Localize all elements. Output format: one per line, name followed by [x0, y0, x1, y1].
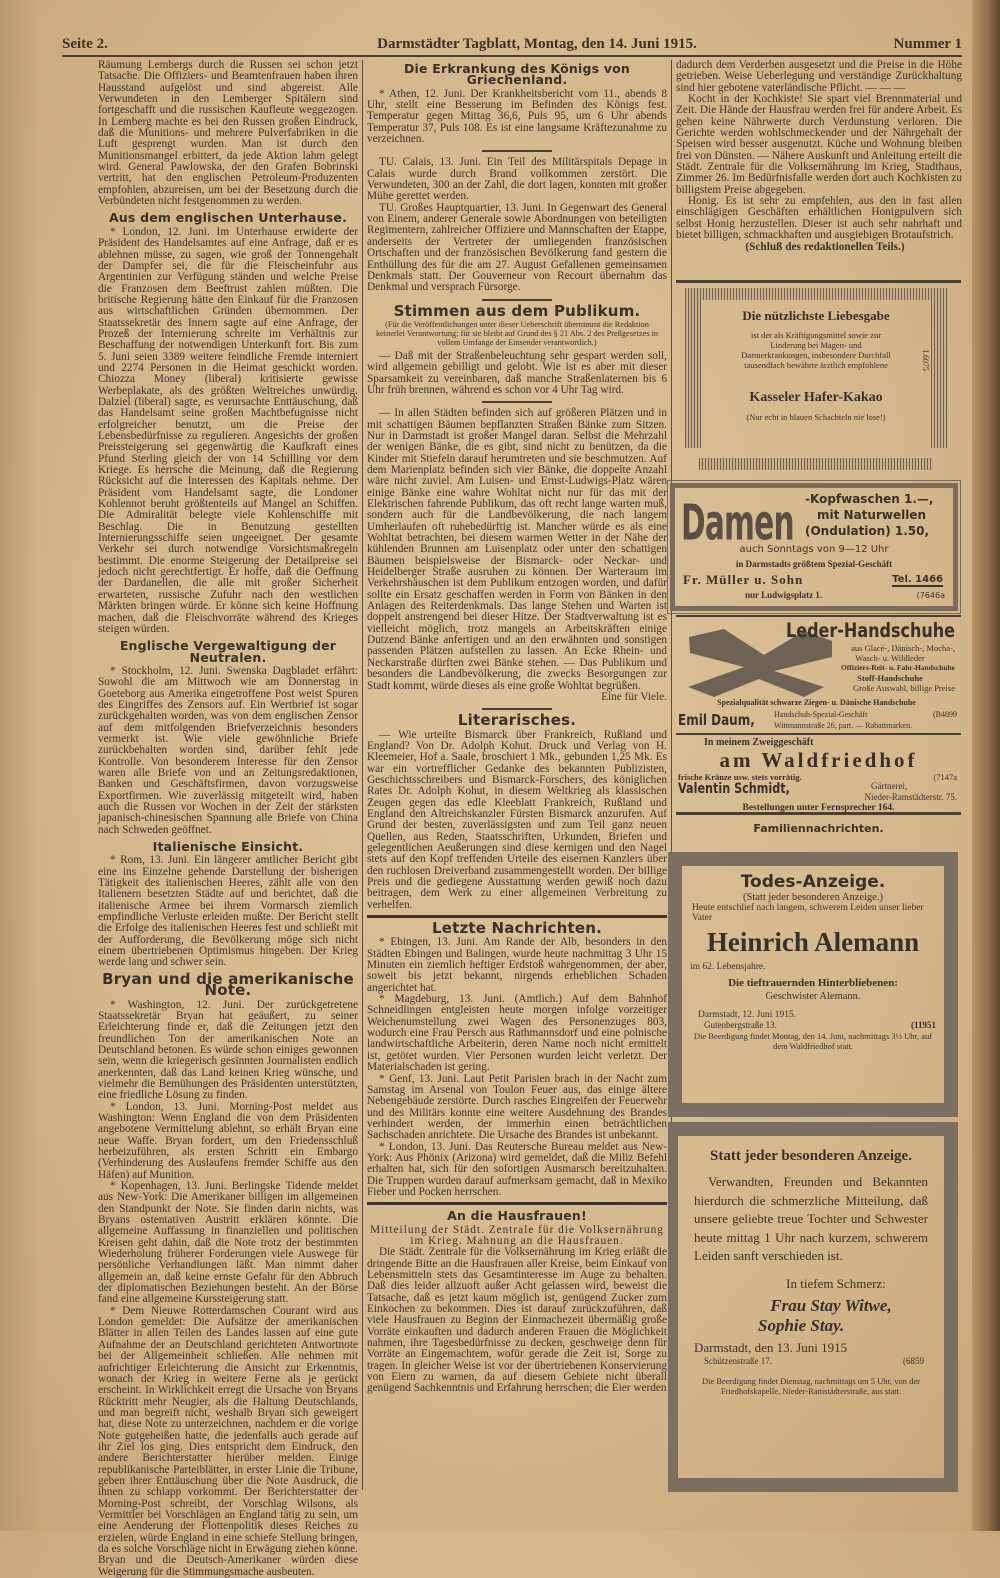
section-heading: Familiennachrichten. — [753, 822, 884, 835]
separator — [676, 280, 961, 283]
article-text: dadurch dem Verderben ausgesetzt und die Preise in die Höhe getrieben. Weise Ueberlegung und verständige Zurückhaltung sind hier gebotene vaterländische Pflicht. — — — — [676, 59, 962, 94]
article-text: * Dem Nieuwe Rotterdamschen Courant wird aus London gemeldet: Die Aufsätze der amerikanischen Blätter in allen Teilen des Landes lassen auf eine gute Aufnahme der an Deutschland gerichteten Antwortnote bei der Allgemeinheit schließen. Alle nehmen mit aufrichtiger Erleichterung die Ansicht zur Erkenntnis, wonach der Krieg in weitere Ferne als je gerückt erscheint. In Wirklichkeit erregt die Ursache von Bryans Rücktritt mehr Neugier, als die Haltung Deutschlands, und man begreift nicht, weshalb Bryan sich geweigert hat, diese Note zu unterzeichnen, nachdem er die vorige Note gutgeheißen hatte, die jedenfalls auch gerade auf ihr Ziel los ging. Dies entspricht dem Eindruck, den andere Berichterstatter hierüber melden. Einige republikanische Parteiblätter, in erster Linie die Tribune, geben ihrer Enttäuschung über die Note Ausdruck, die ihnen zu schlapp vorkommt. Der Berichterstatter der Morning-Post schreibt, der Vorschlag Wilsons, als Vermittler bei Vorschlägen an England tätig zu sein, um eine Aenderung der Flottenpolitik dieses Reiches zu erzielen, würde England in eine schiefe Stellung bringen, da es solche Vorschläge nicht in Erwägung ziehen könne. Bryan und die Deutsch-Amerikaner würden diese Weigerung für die Stimmungsmache ausbeuten. — [98, 1304, 358, 1578]
ad-product: Kasseler Hafer-Kakao — [749, 390, 883, 405]
end-of-editorial: (Schluß des redaktionellen Teils.) — [745, 240, 905, 253]
article-text: * London, 13. Juni. Morning-Post meldet aus Washington: Wenn England die von dem Präsidenten angebotene Vermittelung ablehnt, so erhält Bryan eine neue Waffe. Bryan fordert, um den Friedensschluß herbeizuführen, als ersten Schritt ein Embargo (Verhinderung des Auslaufens fremder Schiffe aus den Häfen) auf Munition. — [98, 1100, 358, 1181]
signature: Eine für Viele. — [601, 690, 667, 703]
article-heading: Italienische Einsicht. — [152, 839, 304, 855]
right-column — [676, 60, 962, 300]
separator — [482, 299, 552, 301]
article-text: Honig. Es ist sehr zu empfehlen, aus den in fast allen einschlägigen Geschäften erhältlichen Honigpulvern sich selbst Honig herzustellen. Dieser ist auch sehr nahrhaft und bietet billigen, schmackhaften und ausgiebigen Brotaufstrich. — [676, 195, 962, 242]
ad-firm: Valentin Schmidt, — [678, 781, 790, 797]
article-text: — In allen Städten befinden sich auf größeren Plätzen und in mit schattigen Bäumen bepflanzten Straßen Bänke zum Sitzen. Nur in Darmstadt ist großer Mangel daran. Selbst die Mehrzahl der wenigen Bänke, die es gibt, sind nicht zu benützen, da die Kinder mit Stiefeln darauf herumtreten und sie beschmutzen. Auf dem Marienplatz befinden sich vier Bänke, die doppelte Anzahl wäre nicht zuviel. Am Luisen- und Ernst-Ludwigs-Platz wären einige Bänke eine wahre Wohltat nicht nur für das mit der Elektrischen fahrende Publikum, das oft recht lange warten muß, sondern auch für die Landbevölkerung, die nach langem Umherlaufen oft ruhebedürftig ist. Mancher würde es als eine Wohltat betrachten, bei diesem warmen Wetter in der Nähe der kühlenden Brunnen am Luisenplatz oder unter den schattigen Bäumen beispielsweise der Bismarck- oder Neckar- und Heidelberger Straße ausruhen zu können. Der Warteraum im Verkehrshäuschen ist dem Publikum entzogen worden, und dafür sollte ein Ersatz geschaffen werden in Form von Bänken in den Anlagen des Reiterdenkmals. Das lange Stehen und Warten ist doppelt anstrengend bei dieser Hitze. Der Stadtverwaltung ist es vielleicht möglich, trotz mangels an Arbeitskräften einige Dutzend Bänke anfertigen und an den erwähnten und sonstigen passenden Plätzen aufstellen zu lassen. An Ecke Rhein- und Neckarstraße dürften zwei Bänke stehen. — Das Publikum und besonders die Landbevölkerung, die zwecks Besorgungen zur Stadt kommt, würde dieses als eine große Wohltat begrüßen. — [367, 407, 667, 692]
obituary-text: In tiefem Schmerz: — [786, 1275, 886, 1291]
article-heading: Die Erkrankung des Königs von Griechenland. — [403, 61, 631, 88]
obituary-title: Todes-Anzeige. — [740, 872, 886, 892]
ad-address: nur Ludwigsplatz 1. — [745, 590, 823, 600]
ad-text: Wittmannstraße 26, part. — Rabattmarken. — [774, 721, 913, 730]
ad-code: (B4899 — [933, 710, 957, 719]
ad-text: (Ondulation) 1.50, — [805, 524, 930, 538]
obituary-text: Die Beerdigung findet Montag, den 14. Juni, nachmittags 3½ Uhr, auf dem Waldfriedhof statt. — [693, 1031, 933, 1051]
ad-damen — [670, 483, 958, 611]
article-text: — Daß mit der Straßenbeleuchtung sehr gespart werden soll, wird allgemein gebilligt und gelobt. Wie ist es aber mit dieser Sparsamkeit zu vereinbaren, daß manche Straßenlaternen bis 6 Uhr früh brennen, während es schon vor 4 Uhr Tag wird. — [367, 349, 667, 396]
ad-text: aus Glacé-, Dänisch-, Mocha-, — [851, 643, 955, 653]
separator — [367, 915, 667, 918]
page-number: Seite 2. — [62, 36, 108, 52]
article-text: — Wie urteilte Bismarck über Frankreich, Rußland und England? Von Dr. Adolph Kohut. Druck und Verlag von H. Kleemeier, Hof a. Saale, broschiert 1 Mk., gebunden 1,25 Mk. Es war ein vortrefflicher Gedanke des bekannten Publizisten, Geschichtsschreibers und Bismarck-Forschers, des königlichen Rates Dr. Adolph Kohut, in diesem Weltkrieg als klassischen Zeugen gegen das edle Kleeblatt Frankreich, Rußland und England den Altreichskanzler Fürsten Bismarck anzurufen. Auf Grund der besten, zuverlässigsten und zum Teil ganz neuen Quellen, aus Reden, Staatsschriften, Urkunden, Briefen und gelegentlichen Aeußerungen sind diese kernigen und den Nagel stets auf den Kopf treffenden Urteile des eisernen Kanzlers über den ruchlosen Dreiverband zusammengestellt worden. Der billige Preis und die gediegene Ausstattung werden gewiß noch dazu beitragen, dem Werk zu einer allgemeinen Verbreitung zu verhelfen. — [367, 728, 667, 911]
obituary-text: Die tieftrauernden Hinterbliebenen: — [728, 977, 898, 989]
obituary-date: Darmstadt, 12. Juni 1915. — [698, 1010, 797, 1020]
ad-note: (Nur echt in blauen Schachteln nie lose!) — [746, 412, 886, 422]
obituary-subtitle: (Statt jeder besonderen Anzeige.) — [743, 892, 883, 903]
ad-firm: Fr. Müller u. Sohn — [683, 572, 804, 587]
ad-text: in Darmstadts größtem Spezial-Geschäft — [735, 559, 893, 569]
article-text: * London, 13. Juni. Das Reutersche Bureau meldet aus New-York: Aus Phönix (Arizona) wird gemeldet, daß die Miliz Befehl erhalten hat, sich für den sofortigen Ausmarsch bereitzuhalten. Die Truppen wurden darauf aufmerksam gemacht, daß in Mexiko Fieber und Pocken herrschen. — [367, 1140, 667, 1198]
article-heading: Letzte Nachrichten. — [431, 919, 603, 938]
obituary-stay — [668, 1122, 958, 1492]
obituary-address: Gutenbergstraße 13. — [704, 1020, 777, 1030]
left-column — [98, 59, 358, 1578]
ad-text: ist der als Kräftigungsmittel sowie zur Linderung bei Magen- und Darmerkrankungen, insbesondere Durchfall tausendfach bewährte ärztlich empfohlene — [741, 330, 891, 370]
ad-text: Gärtnerei, — [871, 781, 908, 791]
obituary-text: Verwandten, Freunden und Bekannten hierdurch die schmerzliche Mitteilung, daß unsere geliebte treue Tochter und Schwester heute mittag 1 Uhr nach kurzem, schwerem Leiden sanft verschieden ist. — [694, 1174, 928, 1263]
ad-firm: Emil Daum, — [678, 711, 755, 729]
binding-edge — [972, 0, 1000, 1531]
header-rule — [62, 55, 962, 57]
article-text: * Ebingen, 13. Juni. Am Rande der Alb, besonders in den Städten Ebingen und Balingen, wurde heute nachmittag 3 Uhr 15 Minuten ein ziemlich heftiger Erdstoß wahrgenommen, der aber, soweit bis jetzt bekannt, nirgends erheblichen Schaden angerichtet hat. — [367, 936, 667, 994]
ad-text: auch Sonntags von 9—12 Uhr — [739, 544, 889, 555]
obituary-text: im 62. Lebensjahre. — [690, 962, 766, 972]
article-heading: An die Hausfrauen! — [447, 1208, 587, 1224]
ad-title: am Waldfriedhof — [719, 748, 918, 772]
article-text: TU. Calais, 13. Juni. Ein Teil des Militärspitals Depage in Calais wurde durch Brand vollkommen zerstört. Die Verwundeten, 300 an der Zahl, die dort lagen, konnten mit großer Mühe gerettet werden. — [367, 156, 667, 203]
deceased-name: Heinrich Alemann — [706, 927, 920, 957]
ad-text: Bestellungen unter Fernsprecher 164. — [742, 803, 895, 813]
ad-phone: Tel. 1466 — [892, 574, 943, 585]
middle-column — [367, 60, 667, 1490]
ad-text: frische Kränze usw. stets vorrätig. — [678, 772, 802, 782]
ad-waldfriedhof — [676, 733, 961, 815]
article-text: Räumung Lembergs durch die Russen sei schon jetzt Tatsache. Die Offiziers- und Beamtenfrauen haben ihren Hausstand aufgelöst und sind abgereist. Alle Verwundeten in den Lemberger Spitälern sind fortgeschafft und die russischen Kaufleute weggezogen. In Lemberg machte es bei den Russen großen Eindruck, daß die Munitions- und mehrere Pulverfabriken in die Luft gesprengt wurden. Man ist durch den Munitionsmangel erbittert, da jede Aktion lahm gelegt wird. General Pawlowska, der den Grafen Bobrinski vertritt, hat den englischen Petroleum-Produzenten empfohlen, abzureisen, um bei der Besetzung durch die Verbündeten nicht festgenommen zu werden. — [98, 59, 358, 208]
article-text: * Washington, 12. Juni. Der zurückgetretene Staatssekretär Bryan hat geäußert, zu seiner Erleichterung finde er, daß die Zeitungen jetzt den freundlichen Ton der amerikanischen Note an Deutschland betonen. Es würde schon einiges gewonnen sein, wenn die kriegerisch gesinnten Journalisten endlich anerkennten, daß das Land keinen Krieg wünsche, und vielmehr die Bemühungen des Präsidenten unterstützten, eine friedliche Lösung zu finden. — [98, 998, 358, 1102]
ad-text: -Kopfwaschen 1.—, — [805, 492, 934, 506]
separator — [482, 150, 552, 152]
article-text: * Athen, 12. Juni. Der Krankheitsbericht vom 11., abends 8 Uhr, stellt eine Besserung im Befinden des Königs fest. Temperatur gegen Mittag 36,6, Puls 95, um 6 Uhr abends Temperatur 37, Puls 108. Es ist eine langsame Kräftezunahme zu verzeichnen. — [367, 87, 667, 146]
ad-text: Nieder-Ramstädterstr. 75. — [864, 792, 957, 802]
ad-code: (7147a — [933, 772, 957, 782]
article-text: * Kopenhagen, 13. Juni. Berlingske Tidende meldet aus New-York: Die Amerikaner billigen im allgemeinen den Standpunkt der Note. Sie finden darin nichts, was Bryans ostentativen Austritt erklären könnte. Die allgemeine Auffassung in finanziellen und politischen Kreisen geht dahin, daß die Note trotz der bestimmten Wiederholung früherer Forderungen viele Auswege für persönliche Verhandlungen läßt. Man nimmt daher allgemein an, daß keine ernste Gefahr für den Abbruch der diplomatischen Beziehungen besteht. An der Börse fand eine allgemeine Kurssteigerung statt. — [98, 1180, 358, 1306]
ad-text: Handschuh-Spezial-Geschäft — [774, 710, 868, 719]
obituary-address: Schützenstraße 17. — [704, 1355, 772, 1366]
separator — [482, 401, 552, 403]
ad-code: L6075 — [921, 350, 930, 371]
obituary-text: Geschwister Alemann. — [765, 991, 861, 1002]
obituary-alemann — [668, 852, 958, 1117]
ad-leder-handschuhe — [676, 615, 961, 735]
ad-code: (7646a — [916, 591, 945, 600]
ad-text: Wasch- u. Wildleder — [855, 653, 925, 663]
article-heading: Englische Vergewaltigung der Neutralen. — [119, 638, 337, 665]
editorial-note: (Für die Veröffentlichungen unter dieser Ueberschrift übernimmt die Redaktion keinerlei Verantwortung; für sie bleibt auf Grund des § 21 Abs. 2 des Preßgesetzes in vollem Umfange der Einsender verantwortlich.) — [375, 319, 659, 347]
ad-title: Die nützlichste Liebesgabe — [742, 308, 890, 323]
obituary-title: Statt jeder besonderen Anzeige. — [710, 1148, 912, 1164]
masthead: Darmstädter Tagblatt, Montag, den 14. Juni 1915. — [377, 36, 697, 52]
article-text: * Rom, 13. Juni. Ein längerer amtlicher Bericht gibt eine ins Einzelne gehende Darstellung der bisherigen Tätigkeit des italienischen Heeres, zählt alle von den Italienern besetzten Städte auf und berichtet, daß die italienische Armee bei ihrem Vormarsch ziemlich empfindliche Verluste erleiden mußte. Der Bericht stellt die Erfolge des italienischen Heeres fest und schließt mit der Aufforderung, die Bevölkerung möge sich nicht einem übertriebenen Optimismus hingeben. Der Krieg werde lang und schwer sein. — [98, 854, 358, 969]
ad-text: Stoff-Handschuhe — [857, 673, 923, 683]
issue-number: Nummer 1 — [893, 36, 962, 52]
article-text: * Magdeburg, 13. Juni. (Amtlich.) Auf dem Bahnhof Schneidlingen entgleisten heute morgen infolge vorzeitiger Weichenumstellung zwei Wagen des Personenzuges 803, wodurch eine Frau Persch aus Rathmannsdorf und eine polnische landwirtschaftliche Arbeiterin, deren Name noch nicht ermittelt ist, getötet wurden. Vier Personen wurden leicht verletzt. Der Materialschaden ist gering. — [367, 993, 667, 1074]
article-text: * London, 12. Juni. Im Unterhause erwiderte der Präsident des Handelsamtes auf eine Anfrage, daß er es ablehnen müsse, zu sagen, wie groß der Tonnengehalt der Dampfer sei, die für die Fleischeinfuhr aus Argentinien zur Verfügung ständen und welche Preise die Franzosen dem Beeftrust zahlen müßten. Die britische Regierung hätte den Einkauf für die Franzosen aus wirtschaftlichen Gründen übernommen. Der Staatssekretär des Innern sagte auf eine Anfrage, der Prozeß der Internierung schreite im Verhältnis zur Beschaffung der notwendigen Unterkunft fort. Bis zum 5. Juni seien 3389 weitere feindliche Fremde interniert und 2274 Personen in die Heimat geschickt worden. Chiozza Money (liberal) kritisierte gewisse Werbeplakate, als des größten Weltreiches unwürdig. Dalziel (liberal) sagte, es verursachte Enttäuschung, daß das Handelsamt seine großen Machtbefugnisse nicht erfolgreicher benutzt, um die Preise der Lebensbedürfnisse zu regulieren. Angesichts der großen Preissteigerung sei gegenwärtig die Kaufkraft eines Pfund Sterling gleich der von 14 Schilling vor dem Kriege. Es herrsche die Meinung, daß die Regierung Rücksicht auf die Interessen des Kapitals nehme. Der Präsident vom Handelsamt sagte, die Londoner Kohlennot beruht größtenteils auf Mangel an Schiffen. Die Admiralität belegte viele Kohlenschiffe mit Beschlag. Die in Benutzung gestellten Internierungsschiffe seien ungeeignet. Der gesamte Verkehr sei durch notwendige Vorsichtsmaßregeln bestimmt. Die enorme Steigerung der Detailpreise sei jedoch nicht gerechtfertigt. Er hoffe, daß die Oeffnung der Dardanellen, die alle mit großer Sicherheit erwarteten, russische Zufuhr nach den westlichen Märkten bringen würde. Er könne sich keine Hoffnung machen, daß die Fleischvorräte während des Krieges steigen würden. — [98, 225, 358, 635]
ad-text: Offiziers-Reit- u. Fahr-Handschuhe — [840, 663, 955, 672]
article-text: * Genf, 13. Juni. Laut Petit Parisien brach in der Nacht zum Samstag im Arsenal von Toulon Feuer aus, das einige ältere Nebengebäude zerstörte. Durch rasches Eingreifen der Feuerwehr und des Militärs konnte eine weitere Ausdehnung des Brandes verhindert werden, der immerhin einen beträchtlichen Sachschaden anrichtete. Die Ursache des Brandes ist unbekannt. — [367, 1072, 667, 1142]
mourner-name: Sophie Stay. — [758, 1315, 845, 1335]
ad-text: In meinem Zweiggeschäft — [704, 737, 814, 748]
article-heading: Aus dem englischen Unterhause. — [108, 210, 348, 226]
ad-title: Leder-Handschuhe — [786, 619, 955, 642]
page-header — [62, 36, 962, 56]
ad-big-word: Damen — [681, 494, 794, 552]
ad-text: Große Auswahl, billige Preise — [853, 683, 955, 693]
ad-hafer-kakao — [685, 288, 947, 470]
article-heading: Stimmen aus dem Publikum. — [393, 301, 641, 320]
article-heading: Bryan und die amerikanische Note. — [102, 969, 354, 1000]
article-text: Kocht in der Kochkiste! Sie spart viel Brennmaterial und Zeit. Die Hände der Hausfrau werden frei für andere Arbeit. Es gehen keine Nährwerte durch Verdunstung verloren. Die Gerichte werden wohlschmeckender und der Nährgehalt der Speisen wird besser ausgenutzt. Küche und Wohnung bleiben frei von Dünsten. — Nähere Auskunft und Anleitung erteilt die Städt. Zentrale für die Volksernährung im Krieg, Stadthaus, Zimmer 26. Im Bedürfnisfalle werden dort auch Kochkisten zu billigstem Preise abgegeben. — [676, 93, 962, 196]
article-text: Die Städt. Zentrale für die Volksernährung im Krieg erläßt die dringende Bitte an die Hausfrauen aller Kreise, beim Einkauf von Lebensmitteln stets das Gesamtinteresse im Auge zu behalten. Daß dies leider allzuoft außer Acht gelassen wird, beweist die Tatsache, daß es jetzt kaum möglich ist, genügend Zucker zum Einkochen zu bekommen. Dies ist darauf zurückzuführen, daß viele Hausfrauen zu Beginn der Einmachezeit übermäßig große Vorräte einkauften und dadurch anderen Frauen die Möglichkeit nahmen, ihre Tagesbedürfnisse zu decken, geschweige denn für Vorräte an Eingemachtem, wofür gerade die Zeit ist, Sorge zu tragen. In gleicher Weise ist vor der übertriebenen Konservierung von Eiern zu warnen, da auf diesem Gebiete nicht überall genügend Sachkenntnis und Erfahrung herrschen; die Eier werden — [367, 1246, 667, 1395]
mourner-name: Frau Stay Witwe, — [770, 1295, 892, 1315]
column-divider — [362, 60, 363, 1490]
obituary-date: Darmstadt, den 13. Juni 1915 — [694, 1339, 848, 1355]
obituary-text: Die Beerdigung findet Dienstag, nachmittags um 5 Uhr, von der Friedhofskapelle, Nieder-Ramstädterstraße, aus statt. — [701, 1375, 920, 1396]
page-shadow — [0, 0, 40, 1531]
ad-code: (6859 — [903, 1355, 924, 1366]
ad-code: (11951 — [910, 1020, 936, 1030]
article-subheading: Mitteilung der Städt. Zentrale für die Volksernährung im Krieg. Mahnung an die Hausfrauen. — [370, 1223, 664, 1247]
obituary-text: Heute entschlief nach langem, schwerem Leiden unser lieber Vater — [692, 903, 924, 923]
article-heading: Literarisches. — [457, 711, 577, 730]
article-text: TU. Großes Hauptquartier, 13. Juni. In Gegenwart des General von Einem, anderer Generale sowie Abordnungen von beteiligten Regimentern, zahlreicher Offiziere und Mannschaften der Etappe, anderseits der Vertreter der umliegenden französischen Ortschaften und der französischen Bevölkerung fand gestern die Enthüllung des für die am 27. August Gefallenen gemeinsamen Denkmals statt. Der Gouverneur von Recourt übernahm das Denkmal und versprach Fürsorge. — [367, 201, 667, 294]
separator — [482, 708, 552, 710]
ad-text: Spezialqualität schwarze Ziegen- u. Dänische Handschuhe — [717, 698, 916, 707]
separator — [367, 1202, 667, 1205]
ad-text: mit Naturwellen — [817, 508, 927, 522]
article-text: * Stockholm, 12. Juni. Swenska Dagbladet erfährt: Sowohl die am Mittwoch wie am Donnerstag in Goeteborg aus Amerika eingetroffene Post weist Spuren des Eingriffes des Zensors auf. Ein Wertbrief ist sogar zurückgehalten worden, was von dem englischen Zensor auf dem mitfolgenden Briefverzeichnis besonders vermerkt ist. Wie viele gewöhnliche Briefe zurückbehalten worden sind, darüber fehlt jede Kontrolle. Von besonderem Interesse für den Zensor waren alle Briefe von und an Zeitungsredaktionen, Banken und Geschäftsfirmen, davon vorzugsweise Exportfirmen. Wie zuverlässig mitgeteilt wird, haben auch die Russen vor Wochen in der Zeit der stärksten japanisch-chinesischen Spannung alle Briefe von China nach Schweden geöffnet. — [98, 664, 358, 836]
